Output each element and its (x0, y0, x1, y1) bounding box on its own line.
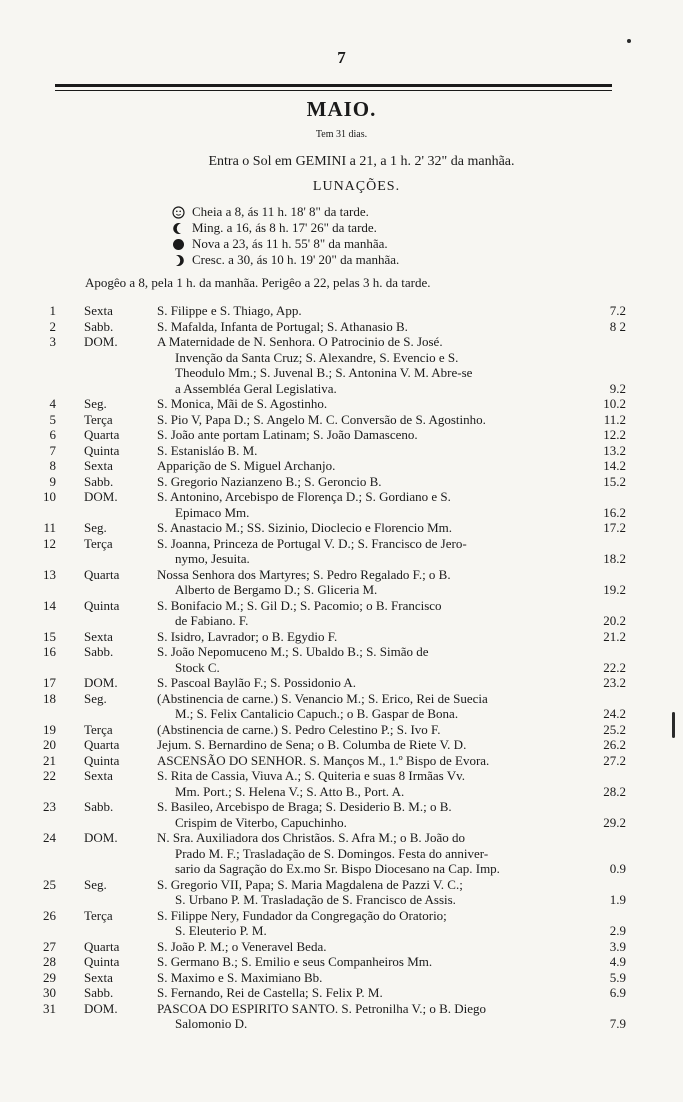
moon-age-value: 18.2 (603, 551, 626, 566)
moon-age-value: 7.9 (609, 1016, 626, 1031)
weekday: Terça (84, 411, 113, 427)
saints-line: S. Bonifacio M.; S. Gil D.; S. Pacomio; o B. Francisco (157, 597, 442, 613)
lunacoes-title: LUNAÇÕES. (312, 179, 401, 194)
saints-text (157, 319, 582, 335)
saints-line: Theodulo Mm.; S. Juvenal B.; S. Antonina V. M. Abre-se (175, 365, 473, 380)
day-number: 28 (43, 954, 56, 969)
calendar-row (0, 319, 683, 335)
moon-age-value: 26.2 (603, 737, 626, 752)
calendar-row (0, 520, 683, 536)
saints-line: S. Filippe e S. Thiago, App. (157, 303, 302, 318)
day-number: 12 (43, 535, 56, 551)
saints-text (157, 536, 582, 567)
saints-text (157, 598, 582, 629)
calendar-row (0, 412, 683, 428)
moon-age-value: 0.9 (609, 861, 626, 876)
day-number: 13 (43, 566, 56, 582)
day-number: 27 (43, 938, 56, 954)
calendar-table (0, 303, 683, 1032)
day-number: 8 (49, 458, 56, 473)
moon-age-value: 22.2 (603, 659, 626, 675)
saints-text (157, 753, 582, 769)
saints-line: S. Pio V, Papa D.; S. Angelo M. C. Conversão de S. Agostinho. (157, 411, 486, 427)
saints-line: S. Estanisláo B. M. (157, 442, 258, 458)
saints-text (157, 1001, 582, 1032)
weekday: Sexta (84, 969, 113, 985)
phase-full-text: Cheia a 8, ás 11 h. 18' 8" da tarde. (192, 204, 369, 219)
weekday: Seg. (84, 690, 107, 706)
saints-line: de Fabiano. F. (175, 613, 249, 628)
saints-text (157, 939, 582, 955)
weekday: Sexta (84, 768, 113, 783)
moon-age-value: 1.9 (609, 892, 626, 907)
day-number: 11 (43, 520, 56, 535)
saints-text (157, 722, 582, 738)
saints-line: a Assembléa Geral Legislativa. (175, 380, 337, 396)
calendar-row (0, 427, 683, 443)
saints-text (157, 985, 582, 1001)
weekday: Quarta (84, 427, 120, 442)
day-number: 24 (43, 830, 56, 845)
weekday: Seg. (84, 876, 107, 892)
saints-line: S. Maximo e S. Maximiano Bb. (157, 969, 323, 985)
saints-line: M.; S. Felix Cantalicio Capuch.; o B. Gaspar de Bona. (175, 706, 459, 721)
saints-text (157, 396, 582, 412)
moon-age-value: 11.2 (603, 411, 626, 427)
moon-age-value: 27.2 (603, 752, 626, 768)
saints-line: S. Gregorio Nazianzeno B.; S. Geroncio B. (157, 473, 382, 489)
header-rule-thin (55, 90, 612, 91)
weekday: Terça (84, 907, 113, 923)
moon-age-value: 10.2 (603, 396, 626, 411)
calendar-row (0, 753, 683, 769)
weekday: Sexta (84, 458, 113, 473)
saints-line: ASCENSÃO DO SENHOR. S. Manços M., 1.º Bispo de Evora. (157, 752, 490, 768)
saints-line: Nossa Senhora dos Martyres; S. Pedro Regalado F.; o B. (157, 566, 451, 582)
calendar-row (0, 474, 683, 490)
saints-text (157, 489, 582, 520)
saints-text (157, 412, 582, 428)
saints-line: S. Pascoal Baylão F.; S. Possidonio A. (157, 675, 357, 690)
saints-line: S. João ante portam Latinam; S. João Damasceno. (157, 427, 418, 442)
weekday: Quinta (84, 597, 120, 613)
weekday: Quarta (84, 737, 120, 752)
calendar-row (0, 954, 683, 970)
calendar-row (0, 629, 683, 645)
moon-age-value: 9.2 (609, 380, 626, 396)
day-number: 23 (43, 799, 56, 814)
weekday: Quinta (84, 752, 120, 768)
moon-age-value: 25.2 (603, 721, 626, 737)
day-number: 26 (43, 907, 56, 923)
moon-age-value: 5.9 (609, 969, 626, 985)
day-number: 1 (49, 303, 56, 318)
day-number: 16 (43, 644, 56, 659)
phase-waxing (172, 252, 399, 268)
saints-line: S. Germano B.; S. Emilio e seus Companheiros Mm. (157, 954, 433, 969)
moon-age-value: 17.2 (603, 520, 626, 535)
saints-line: Crispim de Viterbo, Capuchinho. (175, 814, 347, 830)
weekday: Quarta (84, 938, 120, 954)
day-number: 19 (43, 721, 56, 737)
saints-text (157, 830, 582, 877)
day-number: 31 (43, 1000, 56, 1016)
calendar-row (0, 939, 683, 955)
saints-line: sario da Sagração do Ex.mo Sr. Bispo Diocesano na Cap. Imp. (175, 861, 500, 876)
day-number: 20 (43, 737, 56, 752)
saints-line: S. Antonino, Arcebispo de Florença D.; S. Gordiano e S. (157, 489, 451, 504)
saints-line: S. Gregorio VII, Papa; S. Maria Magdalena de Pazzi V. C.; (157, 876, 463, 892)
phase-waning (172, 220, 399, 236)
saints-line: (Abstinencia de carne.) S. Venancio M.; S. Erico, Rei de Suecia (157, 690, 488, 706)
moon-age-value: 15.2 (603, 473, 626, 489)
waxing-moon-icon (172, 254, 185, 267)
phase-waxing-text: Cresc. a 30, ás 10 h. 19' 20" da manhãa. (192, 252, 400, 267)
saints-text (157, 799, 582, 830)
weekday: Sabb. (84, 644, 114, 659)
moon-age-value: 29.2 (603, 814, 626, 830)
day-number: 25 (43, 876, 56, 892)
saints-line: Invenção da Santa Cruz; S. Alexandre, S. Evencio e S. (175, 349, 459, 365)
saints-text (157, 443, 582, 459)
saints-line: (Abstinencia de carne.) S. Pedro Celestino P.; S. Ivo F. (157, 721, 441, 737)
saints-line: S. Monica, Mãi de S. Agostinho. (157, 396, 328, 411)
day-number: 22 (43, 768, 56, 783)
saints-text (157, 768, 582, 799)
weekday: Seg. (84, 520, 107, 535)
weekday: Quarta (84, 566, 120, 582)
saints-text (157, 520, 582, 536)
saints-line: S. Urbano P. M. Trasladação de S. Francisco de Assis. (175, 892, 456, 907)
calendar-row (0, 489, 683, 520)
calendar-row (0, 970, 683, 986)
saints-line: PASCOA DO ESPIRITO SANTO. S. Petronilha V.; o B. Diego (157, 1000, 487, 1016)
saints-text (157, 334, 582, 396)
saints-text (157, 691, 582, 722)
moon-age-value: 21.2 (603, 628, 626, 644)
weekday: Terça (84, 535, 113, 551)
apogeo-perigeo-line: Apogêo a 8, pela 1 h. da manhãa. Perigêo a 22, pelas 3 h. da tarde. (85, 275, 431, 290)
day-number: 6 (49, 427, 56, 442)
weekday: Seg. (84, 396, 107, 411)
calendar-row (0, 985, 683, 1001)
weekday: DOM. (84, 830, 118, 845)
saints-line: N. Sra. Auxiliadora dos Christãos. S. Afra M.; o B. João do (157, 830, 466, 845)
day-number: 15 (43, 628, 56, 644)
saints-line: S. Filippe Nery, Fundador da Congregação do Oratorio; (157, 907, 447, 923)
day-number: 9 (49, 473, 56, 489)
days-note: Tem 31 dias. (315, 129, 368, 140)
saints-text (157, 737, 582, 753)
moon-age-value: 8 2 (609, 318, 626, 334)
day-number: 5 (49, 411, 56, 427)
calendar-row (0, 722, 683, 738)
saints-line: Mm. Port.; S. Helena V.; S. Atto B., Port. A. (175, 783, 405, 799)
page-number: 7 (337, 48, 346, 67)
weekday: Sabb. (84, 473, 114, 489)
saints-line: Stock C. (175, 659, 220, 675)
moon-age-value: 12.2 (603, 427, 626, 442)
phase-new-text: Nova a 23, ás 11 h. 55' 8" da manhãa. (192, 236, 388, 251)
waning-moon-icon (172, 222, 185, 235)
header-rule-thick (55, 84, 612, 87)
moon-age-value: 24.2 (603, 706, 626, 721)
moon-age-value: 4.9 (609, 954, 626, 969)
saints-text (157, 458, 582, 474)
moon-age-value: 7.2 (609, 303, 626, 318)
calendar-row (0, 691, 683, 722)
moon-age-value: 13.2 (603, 442, 626, 458)
moon-age-value: 6.9 (609, 985, 626, 1000)
day-number: 29 (43, 969, 56, 985)
day-number: 14 (43, 597, 56, 613)
saints-line: S. João P. M.; o Veneravel Beda. (157, 938, 327, 954)
moon-age-value: 20.2 (603, 613, 626, 628)
calendar-row (0, 1001, 683, 1032)
saints-line: S. João Nepomuceno M.; S. Ubaldo B.; S. Simão de (157, 644, 429, 659)
saints-line: Salomonio D. (175, 1016, 248, 1031)
day-number: 4 (49, 396, 56, 411)
saints-line: A Maternidade de N. Senhora. O Patrocinio de S. José. (157, 334, 443, 349)
saints-text (157, 877, 582, 908)
moon-age-value: 3.9 (609, 938, 626, 954)
saints-text (157, 908, 582, 939)
saints-text (157, 474, 582, 490)
calendar-row (0, 536, 683, 567)
month-title: MAIO. (306, 97, 377, 121)
moon-age-value: 14.2 (603, 458, 626, 473)
day-number: 18 (43, 690, 56, 706)
calendar-row (0, 768, 683, 799)
saints-line: Apparição de S. Miguel Archanjo. (157, 458, 336, 473)
weekday: DOM. (84, 489, 118, 504)
sun-entry: Entra o Sol em GEMINI a 21, a 1 h. 2' 32" da manhãa. (208, 154, 515, 169)
saints-line: S. Basileo, Arcebispo de Braga; S. Desiderio B. M.; o B. (157, 799, 452, 814)
calendar-row (0, 396, 683, 412)
day-number: 2 (49, 318, 56, 334)
day-number: 3 (49, 334, 56, 349)
weekday: Sabb. (84, 799, 114, 814)
saints-text (157, 629, 582, 645)
new-moon-icon (172, 238, 185, 251)
phase-full (172, 204, 399, 220)
saints-line: Epimaco Mm. (175, 504, 250, 520)
calendar-row (0, 675, 683, 691)
calendar-row (0, 877, 683, 908)
day-number: 7 (49, 442, 56, 458)
weekday: DOM. (84, 675, 118, 690)
saints-text (157, 970, 582, 986)
moon-age-value: 16.2 (603, 504, 626, 520)
saints-line: Jejum. S. Bernardino de Sena; o B. Columba de Riete V. D. (157, 737, 467, 752)
calendar-row (0, 567, 683, 598)
weekday: DOM. (84, 334, 118, 349)
saints-line: S. Joanna, Princeza de Portugal V. D.; S. Francisco de Jero- (157, 535, 467, 551)
moon-age-value: 19.2 (603, 582, 626, 597)
moon-age-value: 23.2 (603, 675, 626, 690)
saints-text (157, 303, 582, 319)
calendar-row (0, 443, 683, 459)
weekday: Sabb. (84, 985, 114, 1000)
calendar-row (0, 830, 683, 877)
saints-line: S. Isidro, Lavrador; o B. Egydio F. (157, 628, 338, 644)
calendar-row (0, 644, 683, 675)
ink-spot (627, 39, 631, 43)
weekday: Quinta (84, 954, 120, 969)
weekday: Sabb. (84, 318, 114, 334)
calendar-row (0, 458, 683, 474)
calendar-row (0, 908, 683, 939)
saints-line: nymo, Jesuita. (175, 551, 250, 566)
saints-line: S. Fernando, Rei de Castella; S. Felix P. M. (157, 985, 383, 1000)
lunar-phases-list (172, 204, 399, 268)
weekday: Terça (84, 721, 113, 737)
saints-line: S. Mafalda, Infanta de Portugal; S. Athanasio B. (157, 318, 408, 334)
calendar-row (0, 334, 683, 396)
saints-text (157, 644, 582, 675)
weekday: Sexta (84, 628, 113, 644)
saints-text (157, 675, 582, 691)
moon-age-value: 28.2 (603, 783, 626, 799)
saints-line: S. Rita de Cassia, Viuva A.; S. Quiteria e suas 8 Irmãas Vv. (157, 768, 466, 783)
calendar-row (0, 598, 683, 629)
saints-line: Prado M. F.; Trasladação de S. Domingos. Festa do anniver- (175, 845, 489, 861)
day-number: 30 (43, 985, 56, 1000)
saints-line: S. Anastacio M.; SS. Sizinio, Dioclecio e Florencio Mm. (157, 520, 453, 535)
saints-text (157, 567, 582, 598)
phase-new (172, 236, 399, 252)
saints-line: S. Eleuterio P. M. (175, 923, 267, 938)
weekday: Quinta (84, 442, 120, 458)
phase-waning-text: Ming. a 16, ás 8 h. 17' 26" da tarde. (192, 220, 377, 235)
saints-text (157, 427, 582, 443)
moon-age-value: 2.9 (609, 923, 626, 938)
calendar-row (0, 303, 683, 319)
day-number: 17 (43, 675, 56, 690)
weekday: Sexta (84, 303, 113, 318)
saints-text (157, 954, 582, 970)
calendar-row (0, 737, 683, 753)
saints-line: Alberto de Bergamo D.; S. Gliceria M. (175, 582, 378, 597)
weekday: DOM. (84, 1000, 118, 1016)
day-number: 10 (43, 489, 56, 504)
calendar-row (0, 799, 683, 830)
day-number: 21 (43, 752, 56, 768)
full-moon-icon (172, 206, 185, 219)
